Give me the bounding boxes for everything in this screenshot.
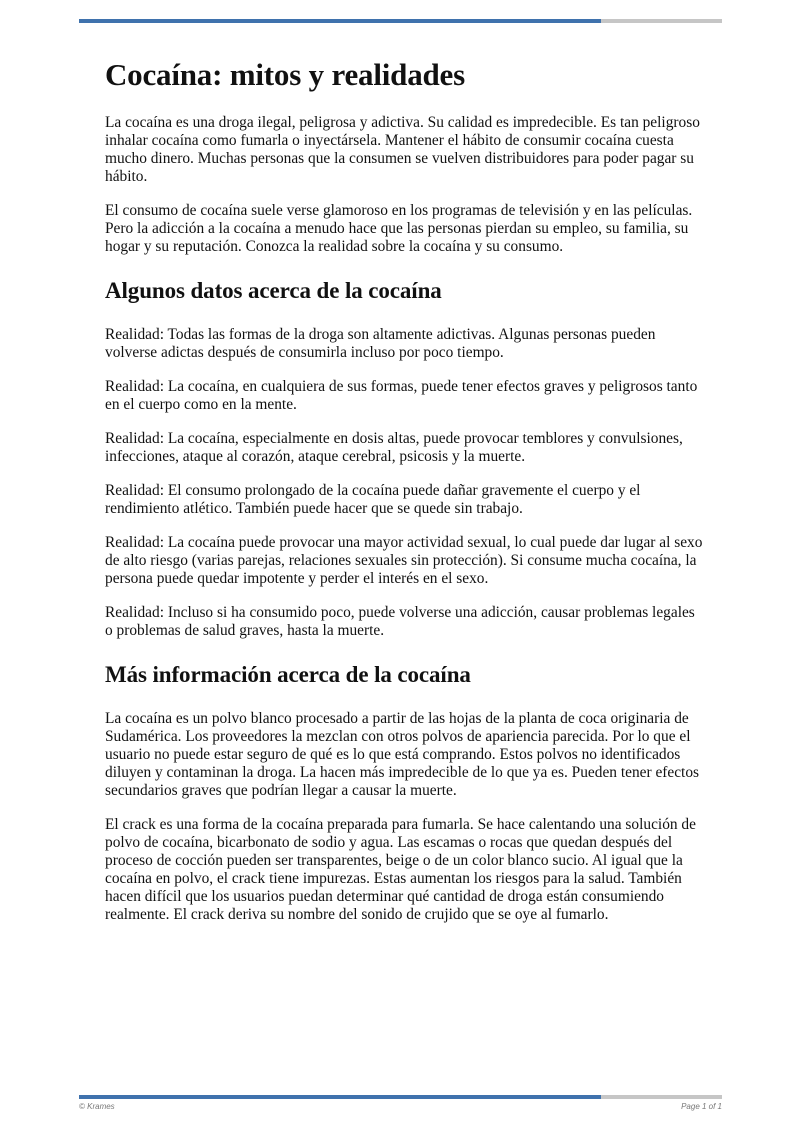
footer-rule (79, 1095, 722, 1099)
section-heading-facts: Algunos datos acerca de la cocaína (105, 278, 442, 303)
fact-paragraph: Realidad: Todas las formas de la droga son altamente adictivas. Algunas personas pueden volverse adictas después de consumirla incluso por poco tiempo. (105, 326, 656, 361)
page-title: Cocaína: mitos y realidades (105, 57, 465, 92)
document-body (105, 55, 705, 940)
fact-paragraph: Realidad: La cocaína puede provocar una mayor actividad sexual, lo cual puede dar lugar al sexo de alto riesgo (varias parejas, relaciones sexuales sin protección). Si consume mucha cocaína, la persona puede quedar impotente y perder el interés en el sexo. (105, 534, 703, 587)
fact-paragraph: Realidad: Incluso si ha consumido poco, puede volverse una adicción, causar problemas legales o problemas de salud graves, hasta la muerte. (105, 604, 695, 639)
fact-paragraph: Realidad: La cocaína, en cualquiera de sus formas, puede tener efectos graves y peligrosos tanto en el cuerpo como en la mente. (105, 378, 698, 413)
info-paragraph: El crack es una forma de la cocaína preparada para fumarla. Se hace calentando una solución de polvo de cocaína, bicarbonato de sodio y agua. Las escamas o rocas que quedan después del proceso de cocción pueden ser transparentes, beige o de un color blanco sucio. Al igual que la cocaína en polvo, el crack tiene impurezas. Estas aumentan los riesgos para la salud. También hacen difícil que los usuarios puedan determinar qué cantidad de droga están consumiendo realmente. El crack deriva su nombre del sonido de crujido que se oye al fumarlo. (105, 816, 696, 923)
footer-copyright: © Krames (79, 1102, 115, 1111)
footer-rule-grey (601, 1095, 722, 1099)
fact-paragraph: Realidad: La cocaína, especialmente en dosis altas, puede provocar temblores y convulsiones, infecciones, ataque al corazón, ataque cerebral, psicosis y la muerte. (105, 430, 683, 465)
intro-paragraph: El consumo de cocaína suele verse glamoroso en los programas de televisión y en las películas. Pero la adicción a la cocaína a menudo hace que las personas pierdan su empleo, su familia, su hogar y su reputación. Conozca la realidad sobre la cocaína y su consumo. (105, 202, 693, 255)
footer-rule-accent (79, 1095, 601, 1099)
intro-paragraph: La cocaína es una droga ilegal, peligrosa y adictiva. Su calidad es impredecible. Es tan peligroso inhalar cocaína como fumarla o inyectársela. Mantener el hábito de consumir cocaína cuesta mucho dinero. Muchas personas que la consumen se vuelven distribuidores para poder pagar su hábito. (105, 114, 700, 185)
footer-page-number: Page 1 of 1 (681, 1102, 722, 1111)
header-rule (79, 19, 722, 23)
section-heading-more-info: Más información acerca de la cocaína (105, 662, 471, 687)
info-paragraph: La cocaína es un polvo blanco procesado a partir de las hojas de la planta de coca originaria de Sudamérica. Los proveedores la mezclan con otros polvos de apariencia parecida. Por lo que el usuario no puede estar seguro de qué es lo que está comprando. Estos polvos no identificados diluyen y contaminan la droga. La hacen más impredecible de lo que ya es. Pueden tener efectos secundarios graves que podrían llegar a causar la muerte. (105, 710, 700, 799)
header-rule-accent (79, 19, 601, 23)
header-rule-grey (601, 19, 722, 23)
fact-paragraph: Realidad: El consumo prolongado de la cocaína puede dañar gravemente el cuerpo y el rendimiento atlético. También puede hacer que se quede sin trabajo. (105, 482, 641, 517)
